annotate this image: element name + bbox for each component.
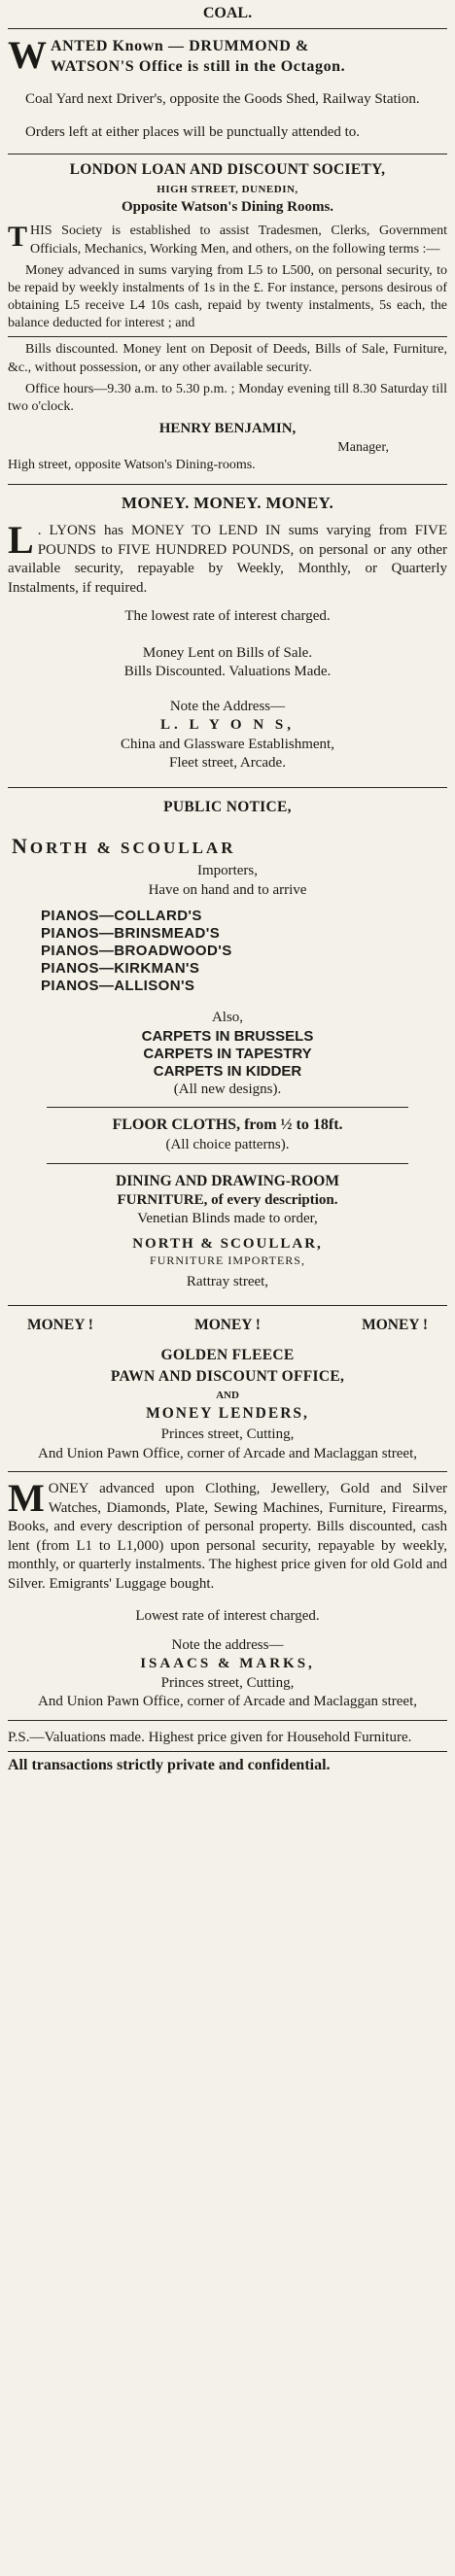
fleece-title-1: GOLDEN FLEECE (160, 1346, 295, 1363)
divider (8, 787, 447, 788)
fleece-name: ISAACS & MARKS, (140, 1656, 315, 1672)
money-heading (8, 1316, 447, 1335)
loan-manager-name: HENRY BENJAMIN, (158, 421, 297, 437)
golden-fleece-advert (8, 1316, 447, 1776)
coal-yard-text: Coal Yard next Driver's, opposite the Goods Shed, Railway Station. (25, 91, 420, 108)
divider (8, 336, 447, 337)
piano-line: PIANOS—BROADWOOD'S (41, 943, 232, 960)
loan-manager-role: Manager, (337, 439, 389, 455)
loan-bills: Bills discounted. Money lent on Deposit of Deeds, Bills of Sale, Furniture, &c., without possession, or any other available security. (8, 342, 447, 375)
coal-title: COAL. (202, 5, 253, 21)
notice-have: Have on hand and to arrive (148, 881, 307, 898)
lyons-discounted: Bills Discounted. Valuations Made. (123, 664, 332, 680)
notice-importers: Importers, (196, 863, 259, 879)
fleece-street-2: Princes street, Cutting, (160, 1674, 295, 1691)
lyons-name: L. L Y O N S, (160, 717, 295, 734)
coal-line-2: WATSON'S Office is still in the Octagon. (51, 57, 346, 75)
notice-firm-2: NORTH & SCOULLAR, (132, 1235, 323, 1252)
coal-line-1: ANTED Known — DRUMMOND & (51, 37, 309, 54)
money-word: MONEY ! (194, 1317, 261, 1334)
fleece-title-2: PAWN AND DISCOUNT OFFICE, (110, 1367, 345, 1385)
notice-also: Also, (211, 1010, 244, 1026)
drop-capital: L (8, 518, 34, 563)
piano-line: PIANOS—KIRKMAN'S (41, 960, 200, 978)
notice-street: Rattray street, (186, 1273, 269, 1289)
fleece-union-2: And Union Pawn Office, corner of Arcade and Maclaggan street, (38, 1694, 417, 1710)
carpet-line: CARPETS IN KIDDER (153, 1062, 302, 1080)
fleece-final: All transactions strictly private and confidential. (8, 1757, 331, 1774)
divider (47, 1163, 408, 1164)
lyons-bills-sale: Money Lent on Bills of Sale. (142, 644, 313, 661)
notice-firm: NORTH & SCOULLAR (12, 833, 236, 858)
coal-orders-text: Orders left at either places will be punctually attended to. (25, 123, 361, 140)
notice-venetian: Venetian Blinds made to order, (137, 1211, 318, 1227)
divider (8, 28, 447, 29)
divider (47, 1107, 408, 1108)
loan-address: High street, opposite Watson's Dining-rooms. (8, 457, 256, 472)
divider (8, 154, 447, 155)
piano-line: PIANOS—BRINSMEAD'S (41, 925, 221, 943)
loan-hours: Office hours—9.30 a.m. to 5.30 p.m. ; Monday evening till 8.30 Saturday till two o'clock. (8, 381, 447, 415)
fleece-ps: P.S.—Valuations made. Highest price given for Household Furniture. (8, 1729, 412, 1745)
drop-capital: M (8, 1476, 45, 1521)
london-loan-advert (8, 160, 447, 474)
lyons-title: MONEY. MONEY. MONEY. (121, 494, 334, 513)
money-word: MONEY ! (362, 1317, 428, 1334)
fleece-and: AND (216, 1389, 239, 1401)
notice-furniture: FURNITURE, of every description. (117, 1191, 338, 1208)
notice-furniture-importers: FURNITURE IMPORTERS, (150, 1254, 305, 1268)
fleece-body: ONEY advanced upon Clothing, Jewellery, Gold and Silver Watches, Diamonds, Plate, Sewing Machines, Furniture, Firearms, Books, and every description of personal property. Bills discounted, cash lent (from L1 to L1,000) upon personal security, repayable by weekly, monthly, or quarterly instalments. The highest price given for old Gold and Silver. Emigrants' Luggage bought. (8, 1481, 447, 1592)
notice-title: PUBLIC NOTICE, (163, 798, 292, 815)
carpet-line: CARPETS IN BRUSSELS (141, 1027, 314, 1045)
notice-floor-cloths: FLOOR CLOTHS, from ½ to 18ft. (112, 1116, 343, 1134)
lyons-body: . LYONS has MONEY TO LEND IN sums varying from FIVE POUNDS to FIVE HUNDRED POUNDS, on personal or any other available security, repayable by Weekly, Monthly, or Quarterly Instalments, if required. (8, 523, 447, 596)
divider (8, 1751, 447, 1752)
loan-terms: Money advanced in sums varying from L5 to L500, on personal security, to be repaid by weekly instalments of 1s in the £. For instance, persons desirous of obtaining L5 receive L4 10s cash, repaid by twenty instalments, 5s each, the balance deducted for interest ; and (8, 262, 447, 331)
lyons-establishment: China and Glassware Establishment, (121, 736, 334, 752)
divider (8, 1471, 447, 1472)
divider (8, 484, 447, 485)
carpet-line: CARPETS IN TAPESTRY (143, 1045, 312, 1062)
lyons-note: Note the Address— (169, 698, 286, 714)
fleece-lenders: MONEY LENDERS, (146, 1405, 309, 1423)
divider (8, 1305, 447, 1306)
fleece-union: And Union Pawn Office, corner of Arcade and Maclaggan street, (38, 1445, 417, 1461)
loan-title: LONDON LOAN AND DISCOUNT SOCIETY, (69, 161, 386, 179)
fleece-street: Princes street, Cutting, (160, 1426, 295, 1443)
lyons-street: Fleet street, Arcade. (169, 755, 286, 772)
fleece-note: Note the address— (171, 1636, 284, 1653)
notice-new-designs: (All new designs). (173, 1081, 282, 1097)
notice-dining: DINING AND DRAWING-ROOM (116, 1172, 339, 1189)
lyons-advert (8, 493, 447, 773)
loan-opposite: Opposite Watson's Dining Rooms. (121, 198, 334, 215)
north-scoullar-advert (8, 798, 447, 1292)
coal-advert (8, 4, 447, 142)
lyons-rate: The lowest rate of interest charged. (124, 608, 331, 625)
divider (8, 1720, 447, 1721)
loan-street: HIGH STREET, DUNEDIN, (157, 183, 298, 195)
drop-capital: T (8, 221, 28, 254)
newspaper-page (0, 4, 455, 2576)
money-word: MONEY ! (27, 1317, 93, 1334)
drop-capital: W (8, 32, 47, 77)
piano-line: PIANOS—ALLISON'S (41, 978, 195, 995)
fleece-rate: Lowest rate of interest charged. (135, 1608, 320, 1625)
piano-line: PIANOS—COLLARD'S (41, 908, 202, 925)
notice-choice: (All choice patterns). (165, 1137, 290, 1153)
loan-intro: HIS Society is established to assist Tradesmen, Clerks, Government Officials, Mechanics, Working Men, and others, on the following terms :— (30, 223, 447, 257)
